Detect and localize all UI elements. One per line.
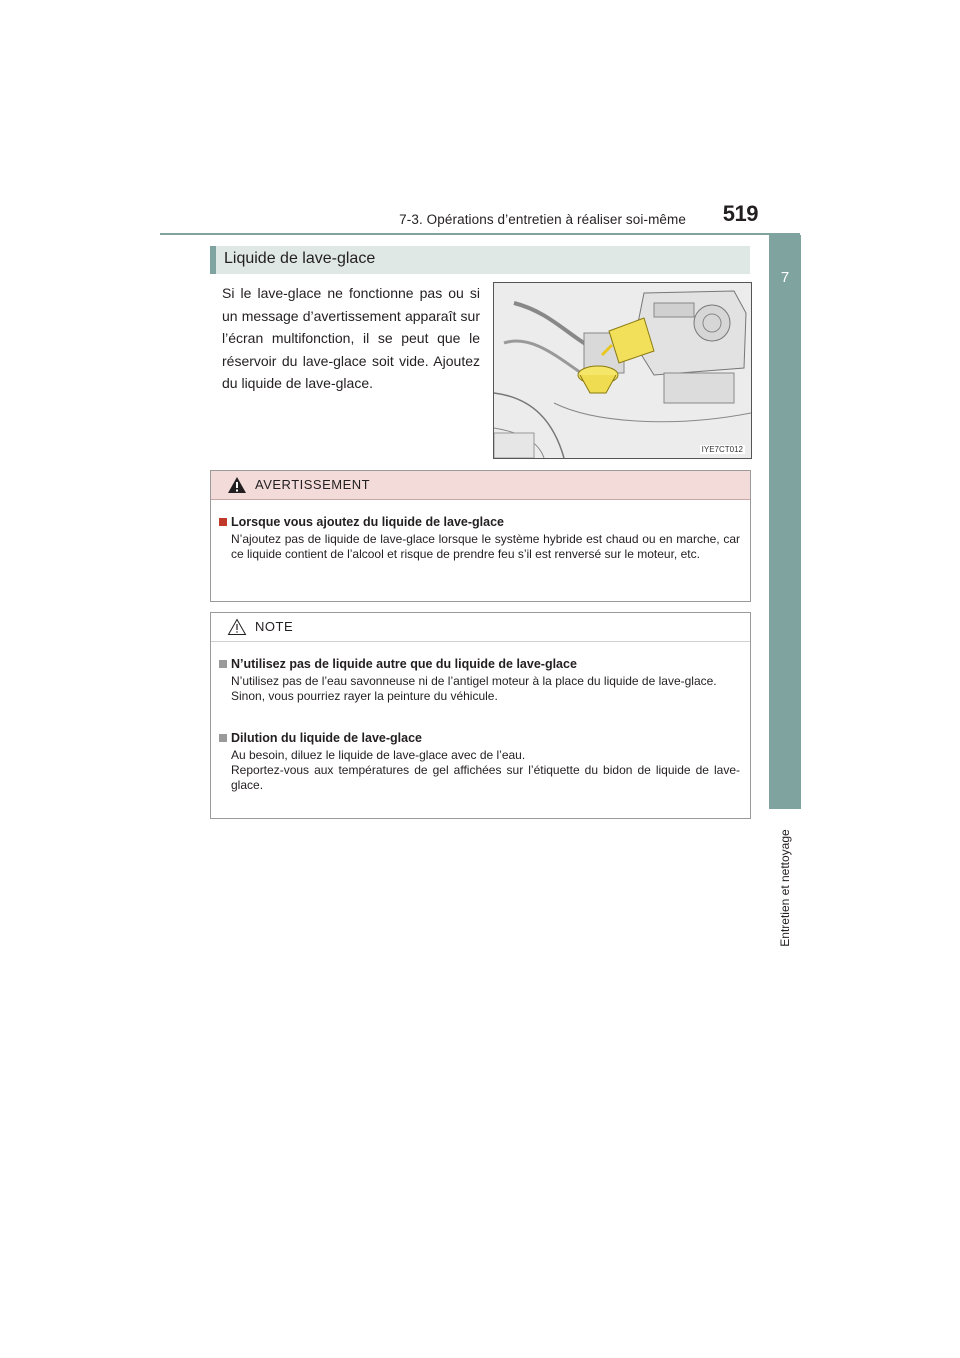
page-number: 519 (722, 201, 758, 226)
warning-item-text: N’ajoutez pas de liquide de lave-glace lorsque le système hybride est chaud ou en marche, car ce liquide contient de l’alcool et risque de prendre feu s’il est renversé sur le moteur, etc. (231, 532, 740, 561)
square-bullet-icon (219, 518, 227, 526)
note-item-title: Dilution du liquide de lave-glace (231, 731, 422, 745)
note-item-text: N’utilisez pas de l’eau savonneuse ni de l’antigel moteur à la place du liquide de lave-glace. (231, 674, 717, 688)
warning-item-title: Lorsque vous ajoutez du liquide de lave-glace (231, 515, 504, 529)
engine-bay-illustration (493, 282, 752, 459)
topic-header (210, 246, 750, 274)
note-item (219, 657, 740, 704)
warning-label: AVERTISSEMENT (255, 477, 371, 492)
note-box (210, 612, 751, 819)
square-bullet-icon (219, 660, 227, 668)
note-header (211, 613, 750, 642)
warning-item (219, 515, 740, 562)
warning-box (210, 470, 751, 602)
chapter-number: 7 (780, 269, 790, 286)
illustration-code: IYE7CT012 (701, 445, 743, 454)
note-item-text: Reportez-vous aux températures de gel affichées sur l’étiquette du bidon de liquide de lave-glace. (231, 763, 740, 792)
engine-illustration-icon (494, 283, 751, 458)
note-label: NOTE (255, 619, 294, 634)
header-rule (160, 233, 800, 235)
note-item-text: Sinon, vous pourriez rayer la peinture du véhicule. (231, 689, 498, 703)
warning-header (211, 471, 750, 500)
intro-paragraph: Si le lave-glace ne fonctionne pas ou si un message d’avertissement apparaît sur l’écran multifonction, il se peut que le réservoir du lave-glace soit vide. Ajoutez du liquide de lave-glace. (222, 285, 480, 391)
chapter-tab (769, 235, 801, 809)
warning-triangle-icon (227, 476, 247, 494)
topic-accent (210, 246, 216, 274)
note-item-text: Au besoin, diluez le liquide de lave-glace avec de l’eau. (231, 748, 526, 762)
section-title: 7-3. Opérations d’entretien à réaliser soi-même (399, 212, 686, 227)
topic-title: Liquide de lave-glace (224, 250, 376, 267)
square-bullet-icon (219, 734, 227, 742)
caution-outline-icon (227, 618, 247, 636)
chapter-title: Entretien et nettoyage (778, 828, 792, 947)
chapter-title-vertical (769, 820, 801, 955)
note-item-title: N’utilisez pas de liquide autre que du liquide de lave-glace (231, 657, 577, 671)
note-item (219, 731, 740, 793)
